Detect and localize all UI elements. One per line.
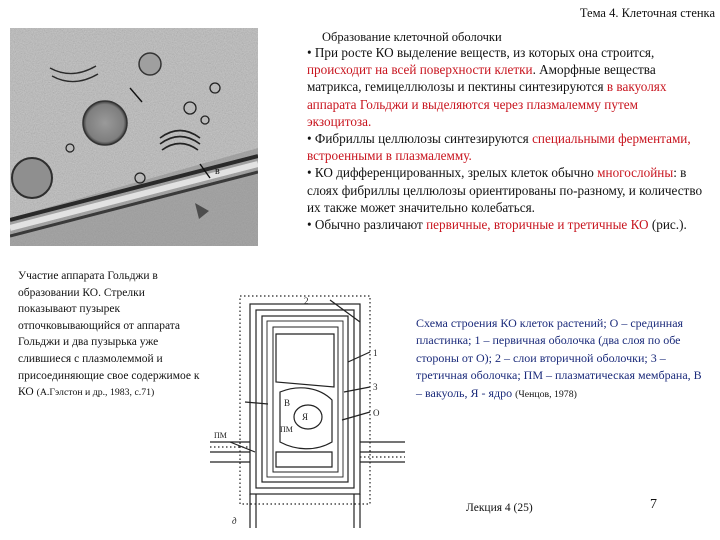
micrograph-label: в bbox=[215, 166, 220, 177]
micrograph-caption-citation: (А.Гэлстон и др., 1983, с.71) bbox=[36, 387, 155, 399]
bullet-1-text: • При росте КО выделение веществ, из которых она строится, bbox=[307, 45, 655, 60]
bullet-3-highlight: многослойны bbox=[597, 165, 674, 181]
diagram-label-o: О bbox=[373, 408, 380, 418]
scheme-caption bbox=[416, 315, 710, 403]
micrograph-caption bbox=[18, 268, 203, 402]
diagram-label-1: 1 bbox=[373, 348, 378, 358]
micrograph-image bbox=[10, 28, 258, 246]
page-number: 7 bbox=[650, 497, 657, 512]
micrograph-caption-text: Участие аппарата Гольджи в образовании КО. Стрелки показывают пузырек отпочковывающийся от аппарата Гольджи и два пузырька уже слившиеся с плазмолеммой и присоединяющие свое содержимое к КО bbox=[18, 270, 200, 399]
bullet-3-text: • КО дифференцированных, зрелых клеток обычно bbox=[307, 165, 594, 181]
scheme-caption-text: Схема строения КО клеток растений; О – срединная пластинка; 1 – первичная оболочка (два слоя по обе стороны от О); 2 – слои вторичной оболочки; 3 – третичная оболочка; ПМ – плазматическая мембрана, В – вакуоль, Я - ядро bbox=[416, 316, 702, 400]
bullet-1-highlight-2: в вакуолях аппарата Гольджи и выделяются через плазмалемму путем экзоцитоза. bbox=[307, 79, 667, 129]
topic-title: Тема 4. Клеточная стенка bbox=[579, 6, 715, 20]
bullet-4 bbox=[307, 216, 705, 233]
bullet-2-highlight: специальными ферментами, встроенными в плазмалемму. bbox=[307, 131, 691, 164]
diagram-label-2: 2 bbox=[304, 296, 309, 306]
bullet-3-text-2: : в слоях фибриллы целлюлозы ориентированы по-разному, и количество их также может значительно колебаться. bbox=[307, 165, 703, 215]
bullet-3 bbox=[307, 164, 705, 216]
diagram-label-pm: ПМ bbox=[280, 425, 293, 434]
bullet-2-text: • Фибриллы целлюлозы синтезируются bbox=[307, 131, 529, 147]
main-bullets bbox=[307, 44, 705, 233]
bullet-1-text-2: . Аморфные вещества матрикса, гемицеллюлозы и пектины синтезируются bbox=[307, 62, 656, 95]
diagram-label-pm-2: ПМ bbox=[214, 431, 227, 440]
diagram-label-nucleus: Я bbox=[302, 412, 309, 422]
bullet-1 bbox=[307, 44, 705, 130]
bullet-2 bbox=[307, 130, 705, 164]
bullet-4-text: • Обычно различают bbox=[307, 217, 423, 233]
slide-subtitle: Образование клеточной оболочки bbox=[322, 30, 502, 44]
bullet-4-highlight: первичные, вторичные и третичные КО bbox=[426, 217, 649, 233]
diagram-label-d: д bbox=[232, 516, 237, 526]
diagram-label-vacuole: В bbox=[284, 398, 291, 408]
scheme-caption-citation: (Ченцов, 1978) bbox=[515, 388, 577, 400]
cell-wall-diagram bbox=[210, 292, 405, 530]
lecture-label: Лекция 4 (25) bbox=[466, 502, 533, 514]
diagram-label-3: 3 bbox=[373, 382, 378, 392]
bullet-1-highlight-1: происходит на всей поверхности клетки bbox=[307, 62, 533, 78]
bullet-4-text-2: (рис.). bbox=[651, 217, 687, 233]
